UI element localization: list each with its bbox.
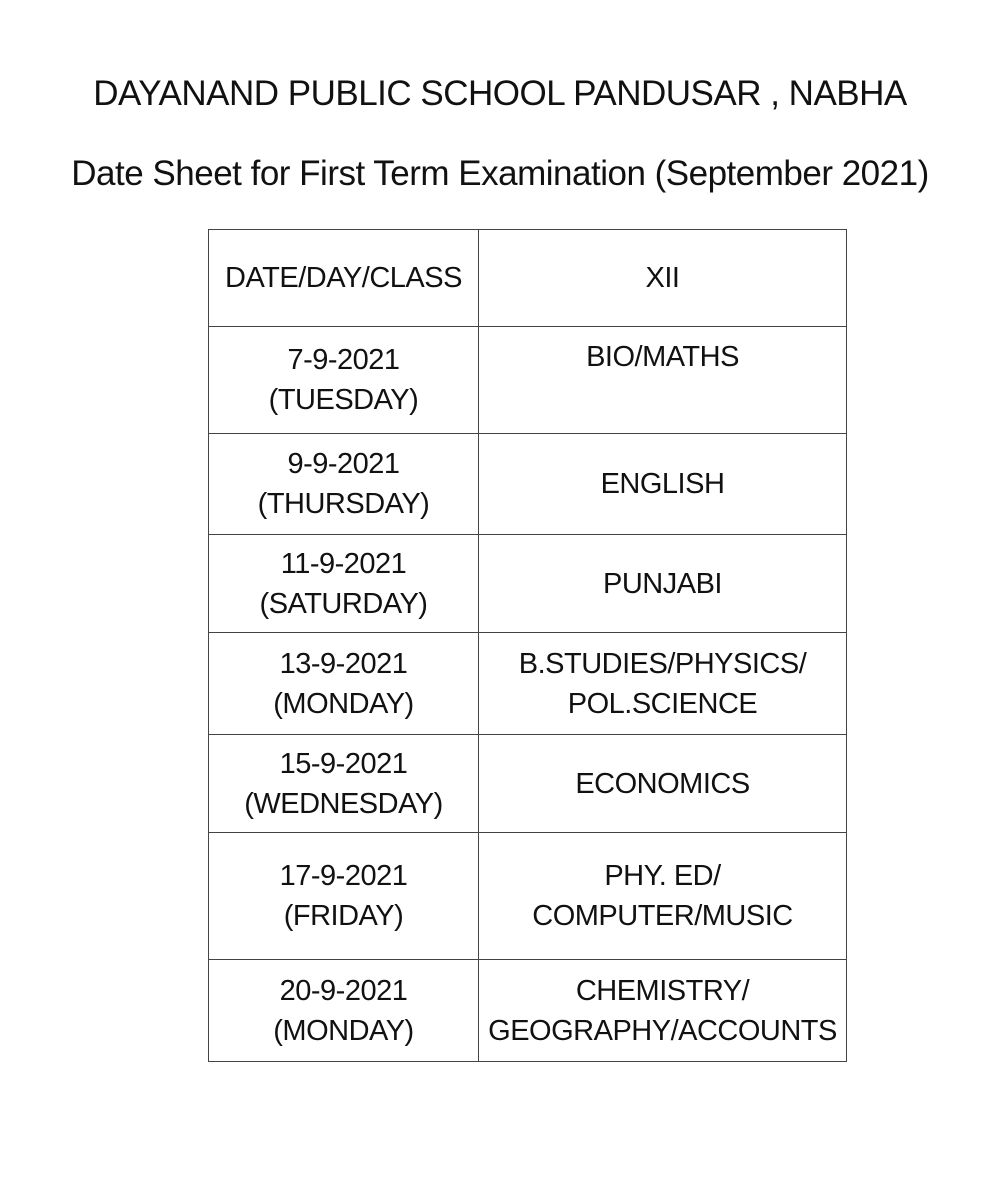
exam-day: (SATURDAY)	[259, 587, 428, 620]
date-sheet-title: Date Sheet for First Term Examination (September 2021)	[71, 154, 929, 193]
table-header-row	[209, 230, 847, 327]
exam-date: 11-9-2021	[280, 547, 407, 580]
subject-line: BIO/MATHS	[586, 341, 739, 373]
date-cell	[209, 434, 479, 535]
subject-cell	[479, 833, 847, 960]
subject-line: ENGLISH	[600, 468, 725, 500]
table-row	[209, 735, 847, 833]
date-cell	[209, 735, 479, 833]
exam-date: 9-9-2021	[287, 448, 400, 480]
subject-line: PHY. ED/	[604, 860, 721, 892]
subject-cell	[479, 535, 847, 633]
subject-line: ECONOMICS	[575, 767, 750, 800]
subject-cell	[479, 434, 847, 535]
date-cell	[209, 327, 479, 434]
exam-day: (TUESDAY)	[268, 384, 419, 416]
table-row	[209, 633, 847, 735]
exam-date: 17-9-2021	[279, 860, 408, 892]
subject-line: GEOGRAPHY/ACCOUNTS	[488, 1014, 837, 1047]
header-class-xii: XII	[479, 230, 847, 327]
date-sheet-table	[208, 229, 847, 1062]
subject-line: PUNJABI	[603, 567, 722, 600]
exam-date: 15-9-2021	[279, 747, 408, 780]
exam-date: 20-9-2021	[279, 974, 408, 1007]
subject-cell	[479, 633, 847, 735]
school-name: DAYANAND PUBLIC SCHOOL PANDUSAR , NABHA	[93, 74, 907, 113]
table-row	[209, 535, 847, 633]
exam-day: (MONDAY)	[273, 687, 414, 720]
date-cell	[209, 833, 479, 960]
table-row	[209, 960, 847, 1062]
subject-line: B.STUDIES/PHYSICS/	[518, 647, 807, 680]
subject-cell	[479, 960, 847, 1062]
exam-date: 7-9-2021	[287, 344, 400, 376]
table-row	[209, 833, 847, 960]
subject-line: CHEMISTRY/	[575, 974, 750, 1007]
exam-day: (WEDNESDAY)	[244, 787, 443, 820]
exam-day: (THURSDAY)	[257, 488, 430, 520]
table-row	[209, 434, 847, 535]
table-row	[209, 327, 847, 434]
exam-day: (MONDAY)	[273, 1014, 414, 1047]
exam-date: 13-9-2021	[279, 647, 408, 680]
header-date-day-class: DATE/DAY/CLASS	[209, 230, 479, 327]
subject-cell	[479, 735, 847, 833]
subject-line: COMPUTER/MUSIC	[532, 900, 793, 932]
subject-cell	[479, 327, 847, 434]
date-cell	[209, 535, 479, 633]
subject-line: POL.SCIENCE	[567, 687, 758, 720]
date-cell	[209, 633, 479, 735]
date-cell	[209, 960, 479, 1062]
exam-day: (FRIDAY)	[283, 900, 404, 932]
